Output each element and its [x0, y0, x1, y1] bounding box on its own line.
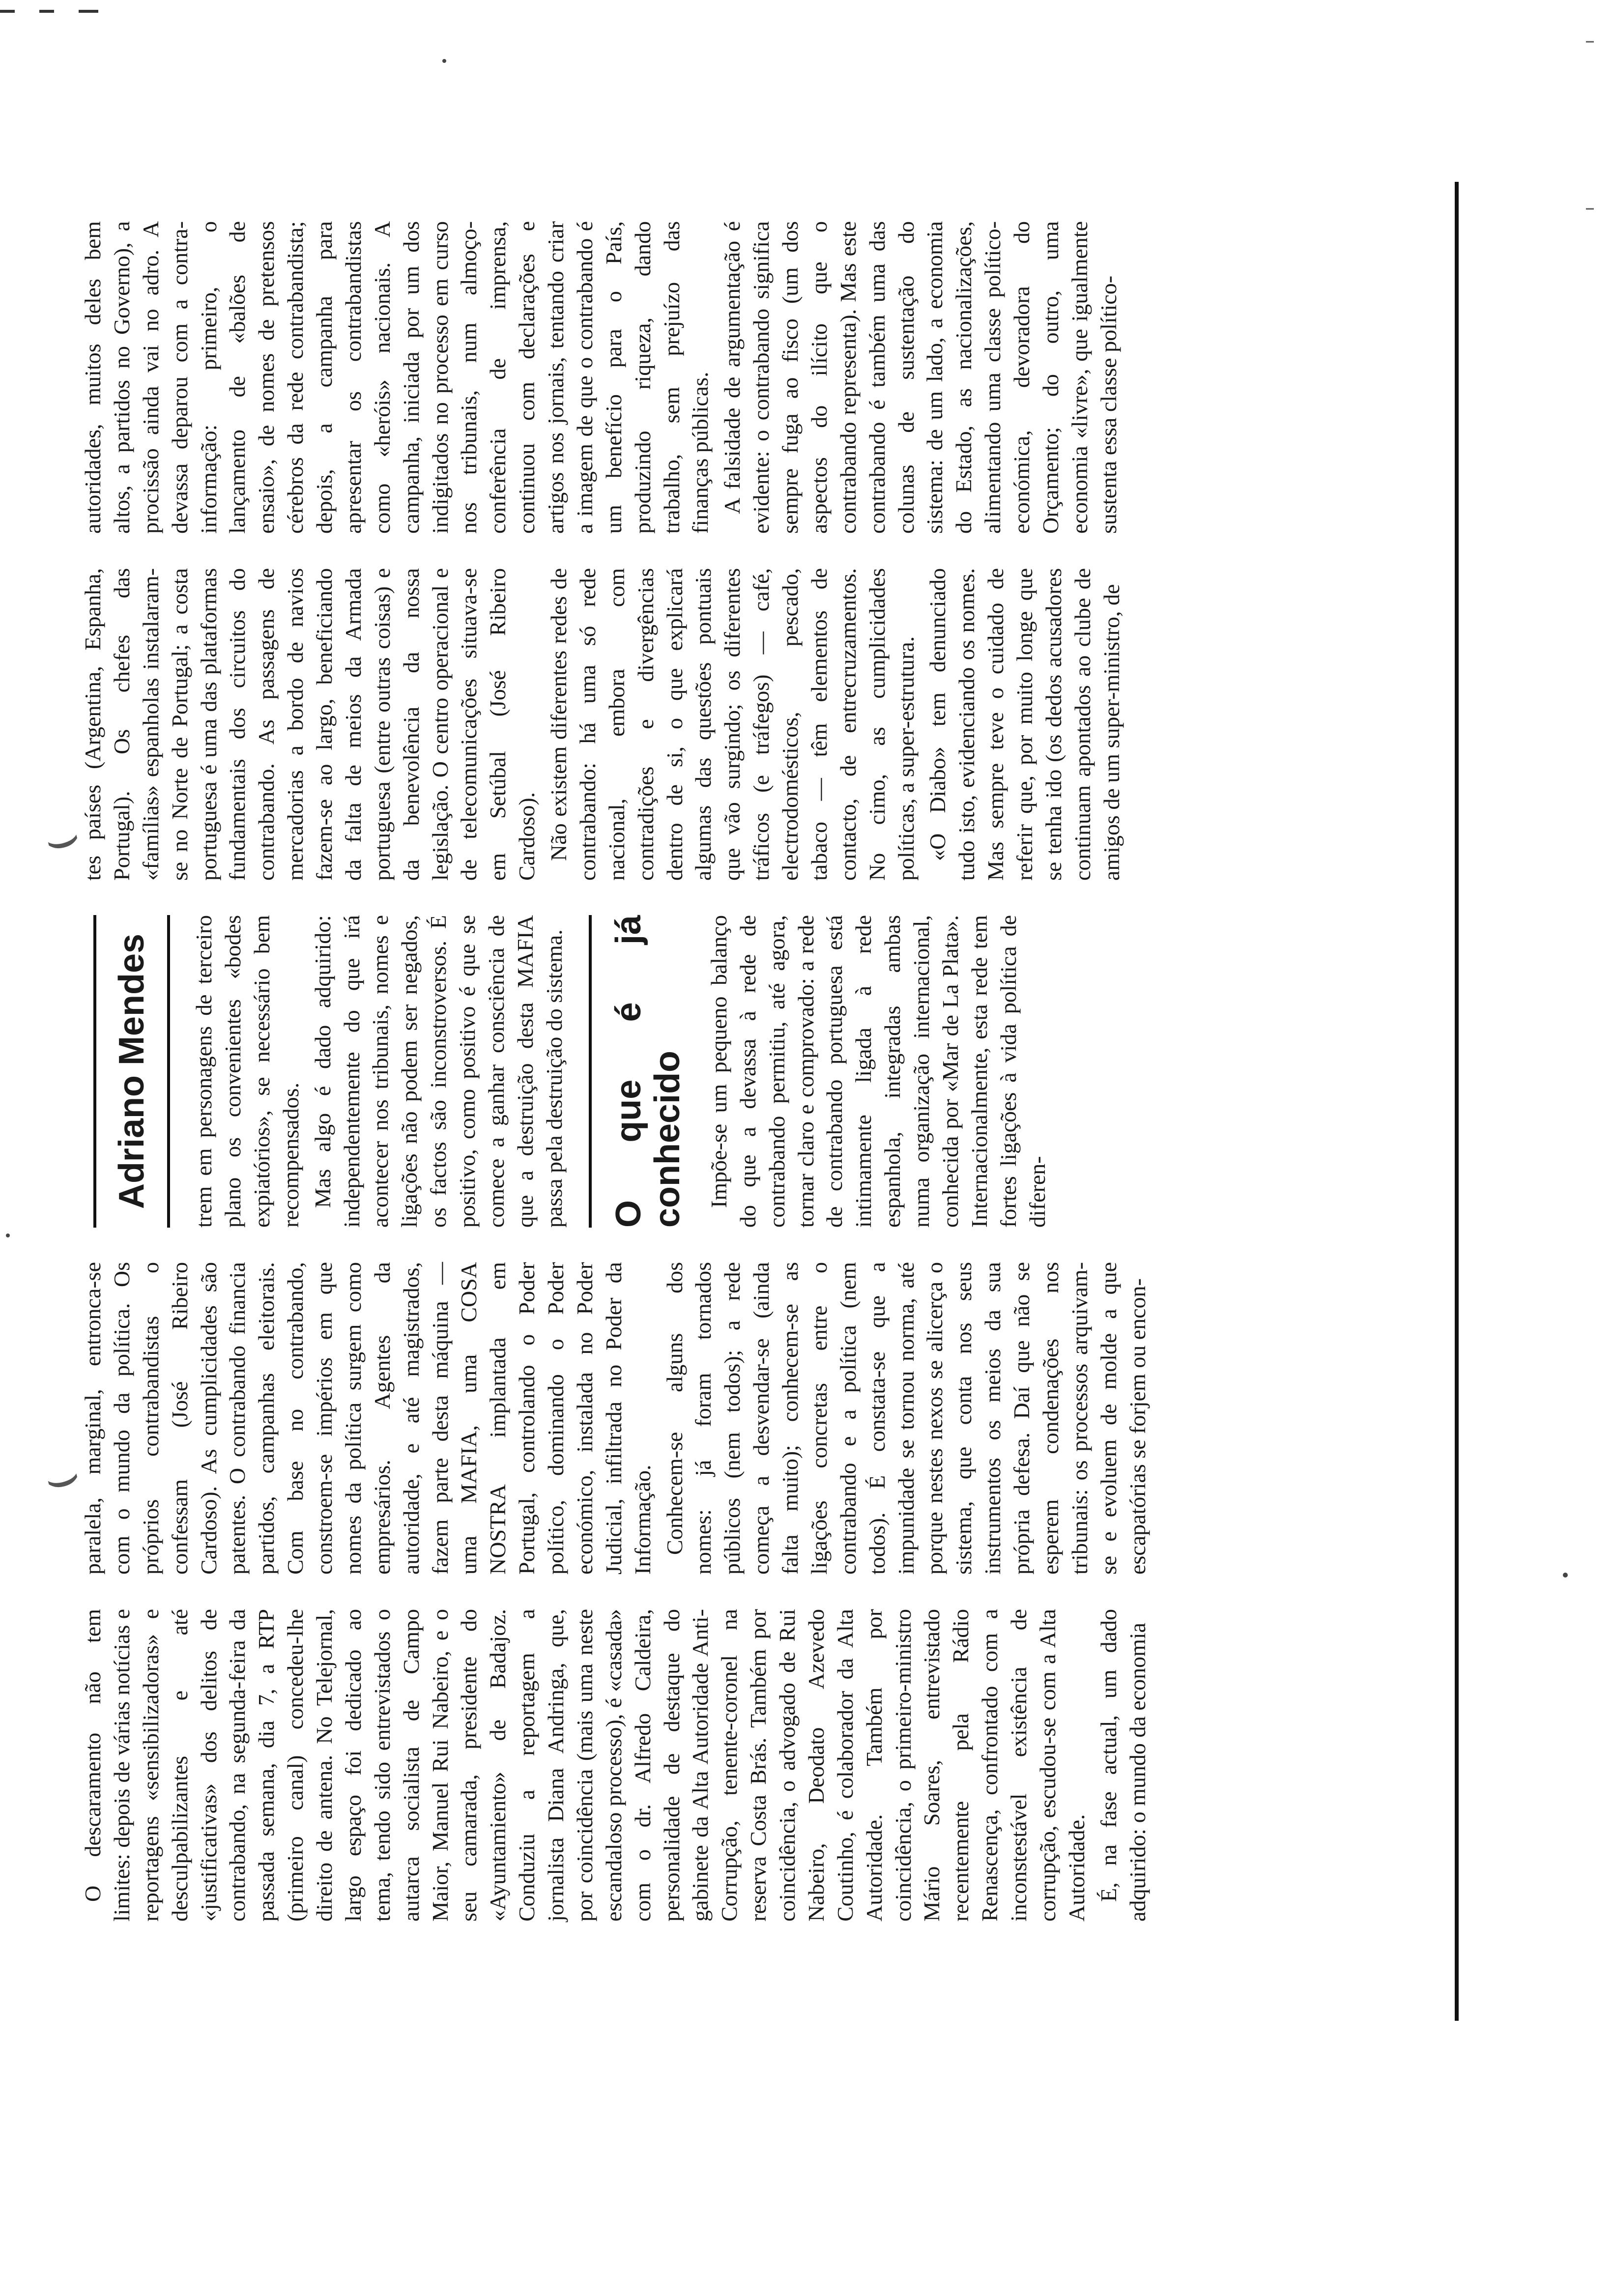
column-5 — [79, 221, 1155, 534]
paragraph: trem em personagens de terceiro plano os convenientes «bodes expiatórios», se necessário bem recompensados. — [191, 915, 303, 1228]
section-subheading: O que é já conhecido — [589, 915, 687, 1228]
paragraph: autoridades, muitos deles bem altos, a partidos no Governo), a procissão ainda vai no adro. A devassa deparou com a contra-informação: primeiro, o lançamento de «balões de ensaio», de nomes de pretensos cérebros da rede contrabandista; depois, a campanha para apresentar os contrabandistas como «heróis» nacionais. A campanha, iniciada por um dos indigitados no processo em curso nos tribunais, num almoço-conferência de imprensa, continuou com declarações e artigos nos jornais, tentando criar a imagem de que o contrabando é um benefício para o País, produzindo riqueza, dando trabalho, sem prejuízo das finanças públicas. — [80, 221, 713, 534]
column-3 — [79, 915, 1155, 1228]
scan-dash — [39, 10, 54, 13]
scan-dash — [79, 10, 98, 13]
punch-hole-mark: ⌣ — [36, 802, 87, 873]
column-rule — [1455, 182, 1459, 2021]
paragraph: Não existem diferentes redes de contrabando: há uma só rede nacional, embora com contradições e divergências dentro de si, o que explicará algumas das questões pontuais que vão surgindo; os diferentes tráficos (e tráfegos) — café, electrodomésticos, pescado, tabaco — têm elementos de contacto, de entrecruzamentos. No cimo, as cumplicidades políticas, a super-estrutura. — [546, 568, 919, 881]
paragraph: «O Diabo» tem denunciado tudo isto, evidenciando os nomes. Mas sempre teve o cuidado de referir que, por muito longe que se tenha ido (os dedos acusadores continuam apontados ao clube de amigos de um super-ministro, de — [925, 568, 1124, 881]
paragraph: É, na fase actual, um dado adquirido: o mundo da economia — [1095, 1609, 1150, 1922]
dust-speck — [6, 1234, 10, 1237]
column-4 — [79, 568, 1155, 881]
scan-dash — [0, 10, 15, 13]
paragraph: A falsidade de argumentação é evidente: o contrabando significa sempre fuga ao fisco (um dos aspectos do ilícito que o contrabando representa). Mas este contrabando é também uma das colunas de sustentação do sistema: de um lado, a economia do Estado, as nacionalizações, alimentando uma classe político-económica, devoradora do Orçamento; do outro, uma economia «livre», que igualmente sustenta essa classe político- — [720, 221, 1121, 534]
column-1 — [79, 1609, 1155, 1922]
paragraph: Conhecem-se alguns dos nomes: já foram tornados públicos (nem todos); a rede começa a desvendar-se (ainda falta muito); conhecem-se as ligações concretas entre o contrabando e a política (nem todos). É constata-se que a impunidade se tornou norma, até porque nestes nexos se alicerça o sistema, que conta nos seus instrumentos os meios da sua própria defesa. Daí que não se esperem condenações nos tribunais: os processos arquivam-se e evoluem de molde a que escapatórias se forjem ou encon- — [662, 1262, 1150, 1575]
column-2 — [79, 1262, 1155, 1575]
paragraph: tes países (Argentina, Espanha, Portugal). Os chefes das «famílias» espanholas instalaram-se no Norte de Portugal; a costa portuguesa é uma das plataformas fundamentais dos circuitos do contrabando. As passagens de mercadorias a bordo de navios fazem-se ao largo, beneficiando da falta de meios da Armada portuguesa (entre outras coisas) e da benevolência da nossa legislação. O centro operacional e de telecomunicações situava-se em Setúbal (José Ribeiro Cardoso). — [80, 568, 540, 881]
paragraph: Impõe-se um pequeno balanço do que a devassa à rede de contrabando permitiu, até agora, tornar claro e comprovado: a rede de contrabando portuguesa está intimamente ligada à rede espanhola, integradas ambas numa organização internacional, conhecida por «Mar de La Plata». Internacionalmente, esta rede tem fortes ligações à vida política de diferen- — [706, 915, 1050, 1228]
paragraph: O descaramento não tem limites: depois de várias notícias e reportagens «sensibilizadoras» e desculpabilizantes e até «justificativas» dos delitos de contrabando, na segunda-feira da passada semana, dia 7, a RTP (primeiro canal) concedeu-lhe direito de antena. No Telejornal, largo espaço foi dedicado ao tema, tendo sido entrevistados o autarca socialista de Campo Maior, Manuel Rui Nabeiro, e o seu camarada, presidente do «Ayuntamiento» de Badajoz. Conduziu a reportagem a jornalista Diana Andringa, que, por coincidência (mais uma neste escandaloso processo), é «casada» com o dr. Alfredo Caldeira, personalidade de destaque do gabinete da Alta Autoridade Anti-Corrupção, tenente-coronel na reserva Costa Brás. Também por coincidência, o advogado de Rui Nabeiro, Deodato Azevedo Coutinho, é colaborador da Alta Autoridade. Também por coincidência, o primeiro-ministro Mário Soares, entrevistado recentemente pela Rádio Renascença, confrontado com a inconstestável existência de corrupção, escudou-se com a Alta Autoridade. — [80, 1609, 1089, 1922]
paragraph: paralela, marginal, entronca-se com o mundo da política. Os próprios contrabandistas o confessam (José Ribeiro Cardoso). As cumplicidades são patentes. O contrabando financia partidos, campanhas eleitorais. Com base no contrabando, constroem-se impérios em que nomes da política surgem como empresários. Agentes da autoridade, e até magistrados, fazem parte desta máquina — uma MAFIA, uma COSA NOSTRA implantada em Portugal, controlando o Poder político, dominando o Poder económico, instalada no Poder Judicial, infiltrada no Poder da Informação. — [80, 1262, 655, 1575]
dust-speck — [442, 59, 446, 63]
author-byline: Adriano Mendes — [93, 915, 170, 1228]
newspaper-article — [79, 221, 1150, 1922]
punch-hole-mark: ⌣ — [36, 1441, 87, 1512]
dust-speck — [1563, 1573, 1568, 1578]
scan-top-edge — [0, 0, 1612, 20]
paragraph: Mas algo é dado adquirido: independentemente do que irá acontecer nos tribunais, nomes e ligações não podem ser negados, os factos são inconstroversos. É positivo, como positivo é que se comece a ganhar consciência de que a destruição desta MAFIA passa pela destruição do sistema. — [310, 915, 567, 1228]
scan-mark: – — [1585, 197, 1595, 219]
scan-mark: – — [1585, 29, 1595, 52]
